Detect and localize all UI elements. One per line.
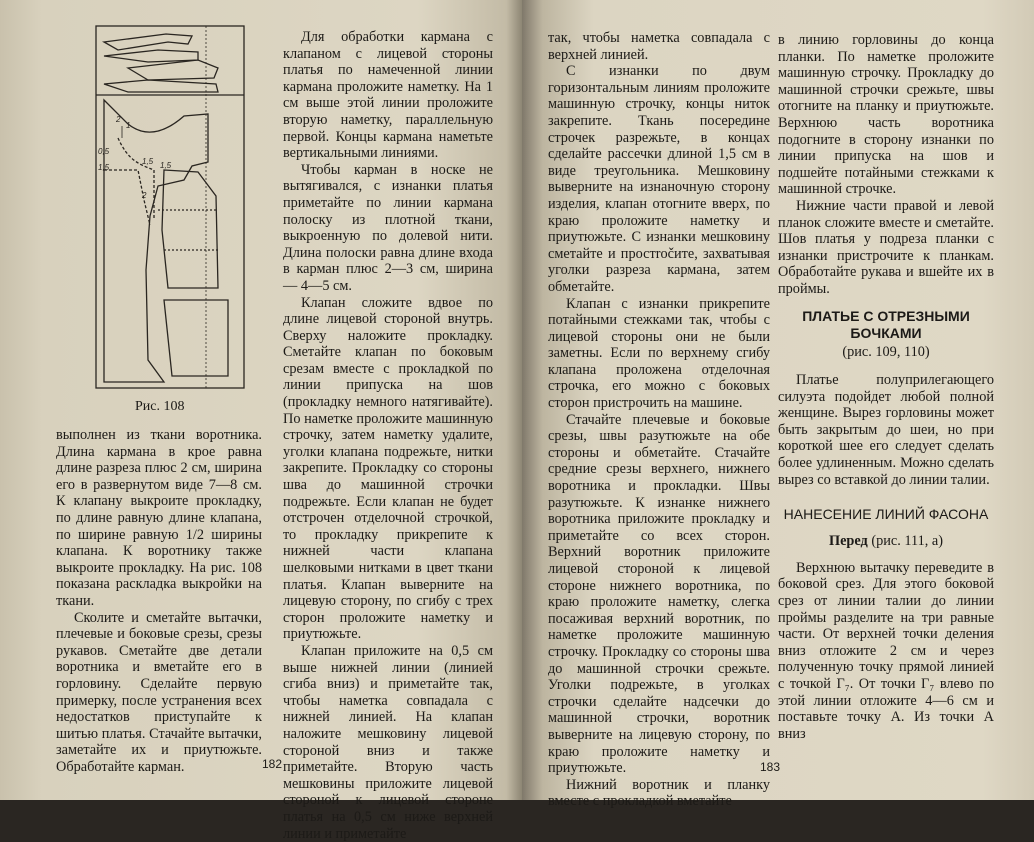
subsection-label: Перед [828,533,868,550]
subsection-figure-ref: (рис. 111, а) [871,533,944,550]
side-piece [162,170,218,288]
paragraph: Стачайте плечевые и боковые срезы, швы разутюжьте на обе стороны и обметайте. Стачайте средние срезы верхнего, нижнего воротника и прокладки. Швы разутюжьте. К изнанке нижнего воротника приложите прокладку и приметайте со всех сторон. Верхний воротник приложите лицевой стороной к лицевой стороне нижнего воротника, по краю проложите наметку, слегка посаживая верхний воротник, по наметке проложите машинную строчку. Прокладку со стороны шва до машинной строчки срежьте. Уголки подрежьте, в уголках строчки сделайте надсечки до машинной строчки, воротник выверните на лицевую сторону, по краю проложите наметку и приутюжьте. [548,411,770,777]
paragraph: в линию горловины до конца планки. По наметке проложите машинную строчку. Прокладку до машинной строчки срежьте, швы отогните на планку и приутюжьте. Верхнюю часть воротника подогните в сторону изнанки по линии припуска на шов и подшейте потайными стежками к машинной строчке. [778,32,994,198]
paragraph: так, чтобы наметка совпадала с верхней линией. [548,30,770,63]
figure-label: 2 [116,115,121,124]
fabric-rectangle [96,26,244,388]
collar-piece-2 [104,50,198,62]
figure-label: 1 [126,121,131,130]
subsection-heading [778,533,994,550]
front-piece [104,100,208,382]
paragraph: Чтобы карман в носке не вытягивался, с изнанки платья приметайте по линии кармана полоску из плотной ткани, выкроенную по долевой нити. Длина полоски равна длине входа в карман плюс 2—3 см, ширина — 4—5 см. [283,161,493,294]
figure-label: 2 [142,191,147,200]
section-title: ПЛАТЬЕ С ОТРЕЗНЫМИ БОЧКАМИ [802,307,970,341]
figure-label: 1,5 [142,157,154,166]
figure-caption: Рис. 108 [135,399,185,414]
pattern-layout-figure [88,20,248,392]
paragraph: Сколите и сметайте вытачки, плечевые и боковые срезы, срезы рукавов. Сметайте две детали воротника и вметайте его в горловину. Сделайте первую примерку, после устранения всех недостатков приступайте к шитью платья. Стачайте вытачки, заметайте их и приутюжьте. Обработайте карман. [56,609,262,775]
page-number: 182 [262,757,283,771]
paragraph: С изнанки по двум горизонтальным линиям проложите машинную строчку, концы ниток закрепите. Ткань посередине строчек разрежьте, в концах сделайте рассечки длиной 1,5 см в виде треугольника. Мешковину выверните на изнаночную сторону изделия, клапан отогните вверх, по краю проложите наметку и приутюжьте. С изнанки мешковину сметайте и простročите, захватывая уголки разреза кармана, затем обметайте. [548,63,770,295]
paragraph: Верхнюю вытачку переведите в боковой срез. Для этого боковой срез от линии талии до линии проймы разделите на три равные части. От верхней точки деления вниз отложите 2 см и через полученную точку прямой линией с точкой Г₇. От точки Г₇ влево по этой линии отложите 4—6 см и поставьте точку А. Из точки А вниз [778,559,994,742]
right-column [283,29,493,842]
right-page [522,0,1034,810]
collar-piece [104,34,192,50]
subsection-title: НАНЕСЕНИЕ ЛИНИЙ ФАСОНА [783,506,989,523]
figure-label: 1,5 [160,161,172,170]
right-column [778,32,994,742]
flap-piece [128,60,218,80]
sleeve-piece [164,300,228,376]
paragraph: Клапан приложите на 0,5 см выше нижней линии (линией сгиба вниз) и приметайте так, чтобы наметка совпадала с нижней линией. На клапан наложите мешковину лицевой стороной вниз и также приметайте. Вторую часть мешковины приложите лицевой стороной к лицевой стороне платья на 0,5 см ниже верхней линии и приметайте [283,642,493,842]
paragraph: Нижние части правой и левой планок сложите вместе и сметайте. Шов платья у подреза планки с изнанки пристрочите к планкам. Обработайте рукава и вшейте их в проймы. [778,197,994,297]
section-figure-ref: (рис. 109, 110) [842,343,930,360]
left-column [548,30,770,810]
figure-label: 1,5 [98,163,110,172]
left-column-lower [56,427,262,775]
paragraph: выполнен из ткани воротника. Длина кармана в крое равна длине разреза плюс 2 см, ширина его в развернутом виде 7—8 см. К клапану выкроите прокладку, по длине равную длине клапана, по ширине равную 1/2 ширины клапана. К воротнику также выкроите прокладку. На рис. 108 показана раскладка выкройки на ткани. [56,427,262,609]
paragraph: Платье полуприлегающего силуэта подойдет любой полной женщине. Вырез горловины может быть закрытым до шеи, но при короткой шее его следует сделать более удлиненным. Можно сделать вырез со вставкой до линии талии. [778,372,994,488]
paragraph: Клапан сложите вдвое по длине лицевой стороной внутрь. Сверху наложите прокладку. Сметайте клапан по боковым срезам вместе с прокладкой по линии припуска на шов (прокладку немного натягивайте). По наметке проложите машинную строчку, затем наметку удалите, уголки клапана подрежьте, нитки закрепите. Прокладку со стороны шва до машинной строчки подрежьте. Если клапан не будет отстрочен отделочной строчкой, то прокладку прикрепите к нижней части клапана шелковыми нитками в цвет ткани платья. Клапан выверните на лицевую сторону, по сгибу с трех сторон проложите наметку и приутюжьте. [283,294,493,643]
paragraph: Клапан с изнанки прикрепите потайными стежками так, чтобы с лицевой стороны они не были заметны. Если по верхнему сгибу клапана проложена отделочная строчка, его можно с боковых сторон пристрочить на машине. [548,295,770,412]
paragraph: Для обработки кармана с клапаном с лицевой стороны платья по намеченной линии кармана проложите наметку. На 1 см выше этой линии проложите вторую наметку, параллельную первой. Концы кармана наметьте вертикальными линиями. [283,29,493,162]
paragraph: Нижний воротник и планку вместе с прокладкой вметайте [548,776,770,810]
page-number: 183 [760,760,781,774]
figure-label: 0,5 [98,147,110,156]
